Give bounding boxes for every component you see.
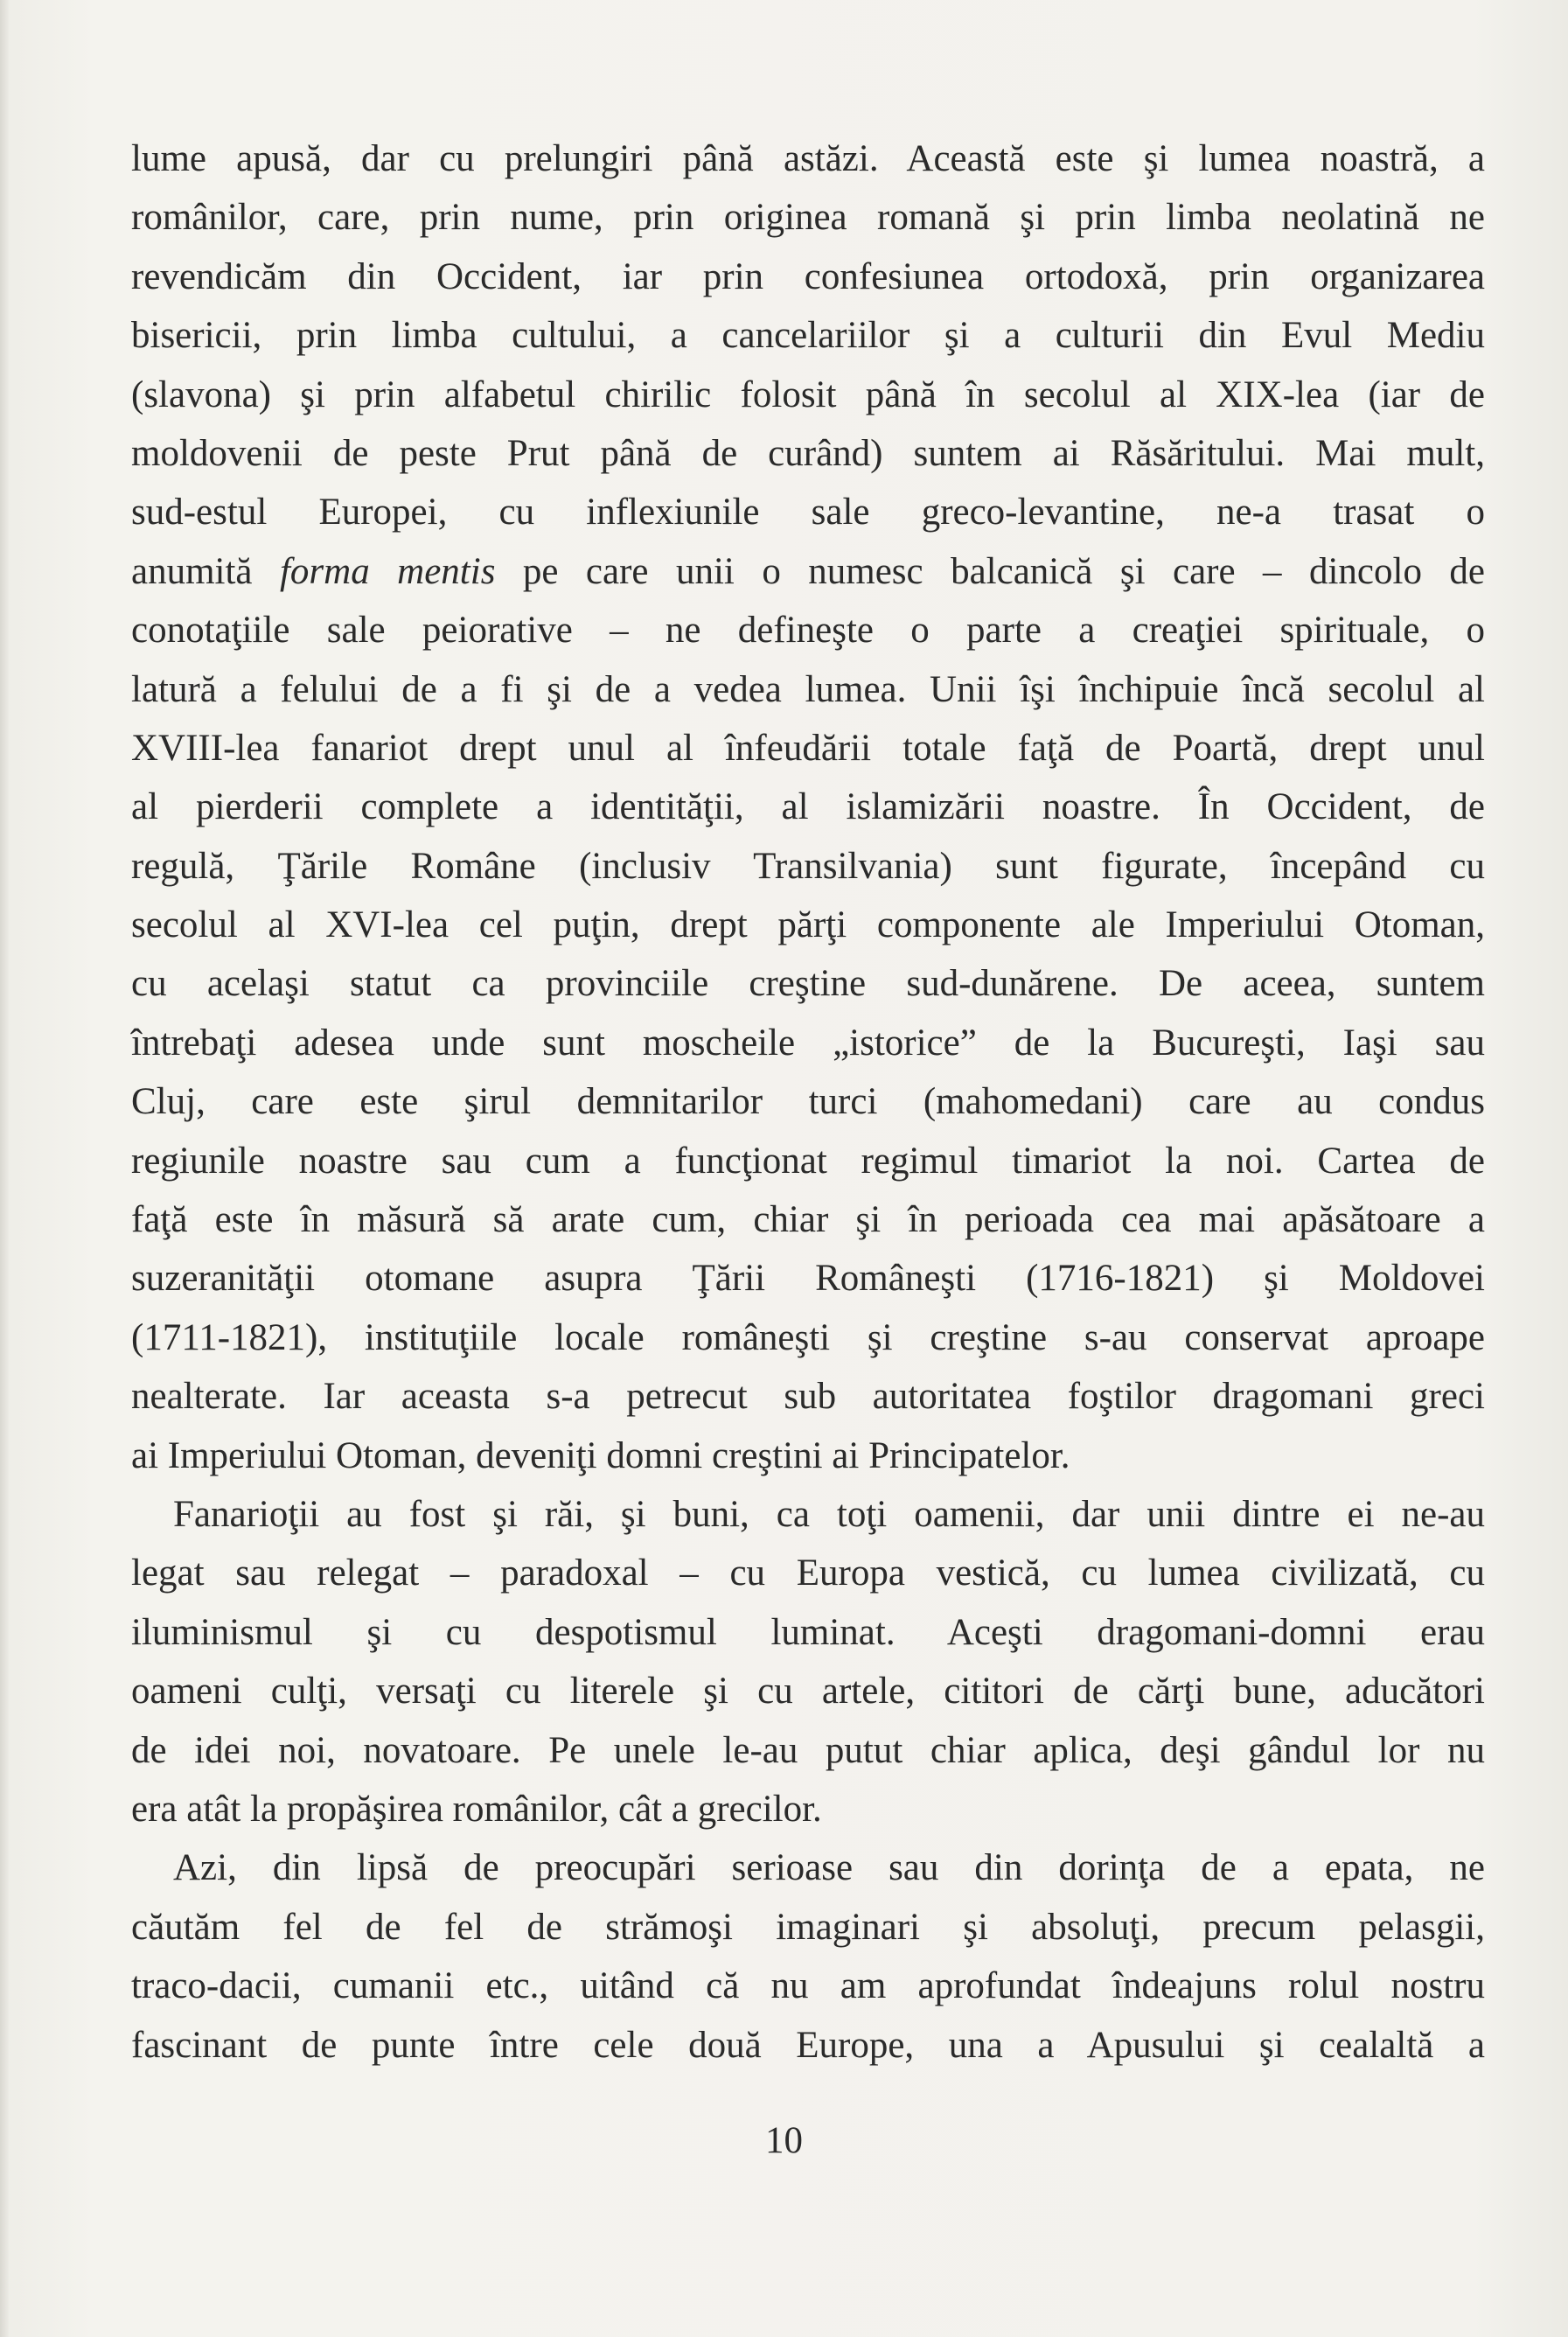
text-line: (1711-1821), instituţiile locale româneşti şi creştine s-au conservat aproape bbox=[131, 1316, 1485, 1358]
body-text bbox=[131, 129, 1485, 2075]
text-line: al pierderii complete a identităţii, al islamizării noastre. În Occident, de bbox=[131, 786, 1485, 828]
text-line: regulă, Ţările Române (inclusiv Transilvania) sunt figurate, începând cu bbox=[131, 845, 1485, 887]
text-line: Azi, din lipsă de preocupări serioase sau din dorinţa de a epata, ne bbox=[173, 1847, 1485, 1889]
text-line: moldovenii de peste Prut până de curând) suntem ai Răsăritului. Mai mult, bbox=[131, 432, 1485, 474]
text-line: Cluj, care este şirul demnitarilor turci (mahomedani) care au condus bbox=[131, 1081, 1485, 1123]
text-line: revendicăm din Occident, iar prin confesiunea ortodoxă, prin organizarea bbox=[131, 255, 1485, 297]
text-line: conotaţiile sale peiorative – ne defineşte o parte a creaţiei spirituale, o bbox=[131, 610, 1485, 652]
text-line: românilor, care, prin nume, prin originea romană şi prin limba neolatină ne bbox=[131, 197, 1485, 239]
text-line: faţă este în măsură să arate cum, chiar şi în perioada cea mai apăsătoare a bbox=[131, 1199, 1485, 1241]
text-line: latură a felului de a fi şi de a vedea lumea. Unii îşi închipuie încă secolul al bbox=[131, 668, 1485, 710]
text-line: legat sau relegat – paradoxal – cu Europa vestică, cu lumea civilizată, cu bbox=[131, 1552, 1485, 1594]
text-line: sud-estul Europei, cu inflexiunile sale greco-levantine, ne-a trasat o bbox=[131, 492, 1485, 534]
text-line: întrebaţi adesea unde sunt moscheile „istorice” de la Bucureşti, Iaşi sau bbox=[131, 1022, 1485, 1064]
text-line: fascinant de punte între cele două Europe, una a Apusului şi cealaltă a bbox=[131, 2024, 1485, 2066]
text-line: secolul al XVI-lea cel puţin, drept părţi componente ale Imperiului Otoman, bbox=[131, 904, 1485, 946]
text-line: regiunile noastre sau cum a funcţionat regimul timariot la noi. Cartea de bbox=[131, 1140, 1485, 1182]
page-number: 10 bbox=[765, 2120, 803, 2161]
text-line: bisericii, prin limba cultului, a cancelariilor şi a culturii din Evul Mediu bbox=[131, 315, 1485, 357]
page-edge-shadow bbox=[0, 0, 9, 2337]
text-line: cu acelaşi statut ca provinciile creştine sud-dunărene. De aceea, suntem bbox=[131, 963, 1485, 1005]
paragraph-2 bbox=[131, 1485, 1485, 1838]
text-line: nealterate. Iar aceasta s-a petrecut sub autoritatea foştilor dragomani greci bbox=[131, 1376, 1485, 1418]
text-line: (slavona) şi prin alfabetul chirilic folosit până în secolul al XIX-lea (iar de bbox=[131, 373, 1485, 415]
text-line: anumită forma mentis pe care unii o numesc balcanică şi care – dincolo de bbox=[131, 550, 1485, 592]
text-line: traco-dacii, cumanii etc., uitând că nu am aprofundat îndeajuns rolul nostru bbox=[131, 1965, 1485, 2007]
paragraph-3 bbox=[131, 1838, 1485, 2075]
text-line: XVIII-lea fanariot drept unul al înfeudării totale faţă de Poartă, drept unul bbox=[131, 727, 1485, 769]
italic-term: forma mentis bbox=[279, 550, 496, 592]
text-line: de idei noi, novatoare. Pe unele le-au putut chiar aplica, deşi gândul lor nu bbox=[131, 1729, 1485, 1771]
text-line: căutăm fel de fel de strămoşi imaginari şi absoluţi, precum pelasgii, bbox=[131, 1906, 1485, 1948]
text-line: era atât la propăşirea românilor, cât a grecilor. bbox=[131, 1788, 822, 1830]
text-line: iluminismul şi cu despotismul luminat. Aceşti dragomani-domni erau bbox=[131, 1611, 1485, 1653]
text-line: suzeranităţii otomane asupra Ţării Româneşti (1716-1821) şi Moldovei bbox=[131, 1258, 1485, 1300]
paragraph-1 bbox=[131, 129, 1485, 1485]
text-line: oameni culţi, versaţi cu literele şi cu artele, cititori de cărţi bune, aducători bbox=[131, 1671, 1485, 1713]
text-line: lume apusă, dar cu prelungiri până astăzi. Această este şi lumea noastră, a bbox=[131, 138, 1485, 179]
text-line: ai Imperiului Otoman, deveniţi domni creştini ai Principatelor. bbox=[131, 1434, 1070, 1476]
text-line: Fanarioţii au fost şi răi, şi buni, ca toţi oamenii, dar unii dintre ei ne-au bbox=[173, 1493, 1485, 1535]
